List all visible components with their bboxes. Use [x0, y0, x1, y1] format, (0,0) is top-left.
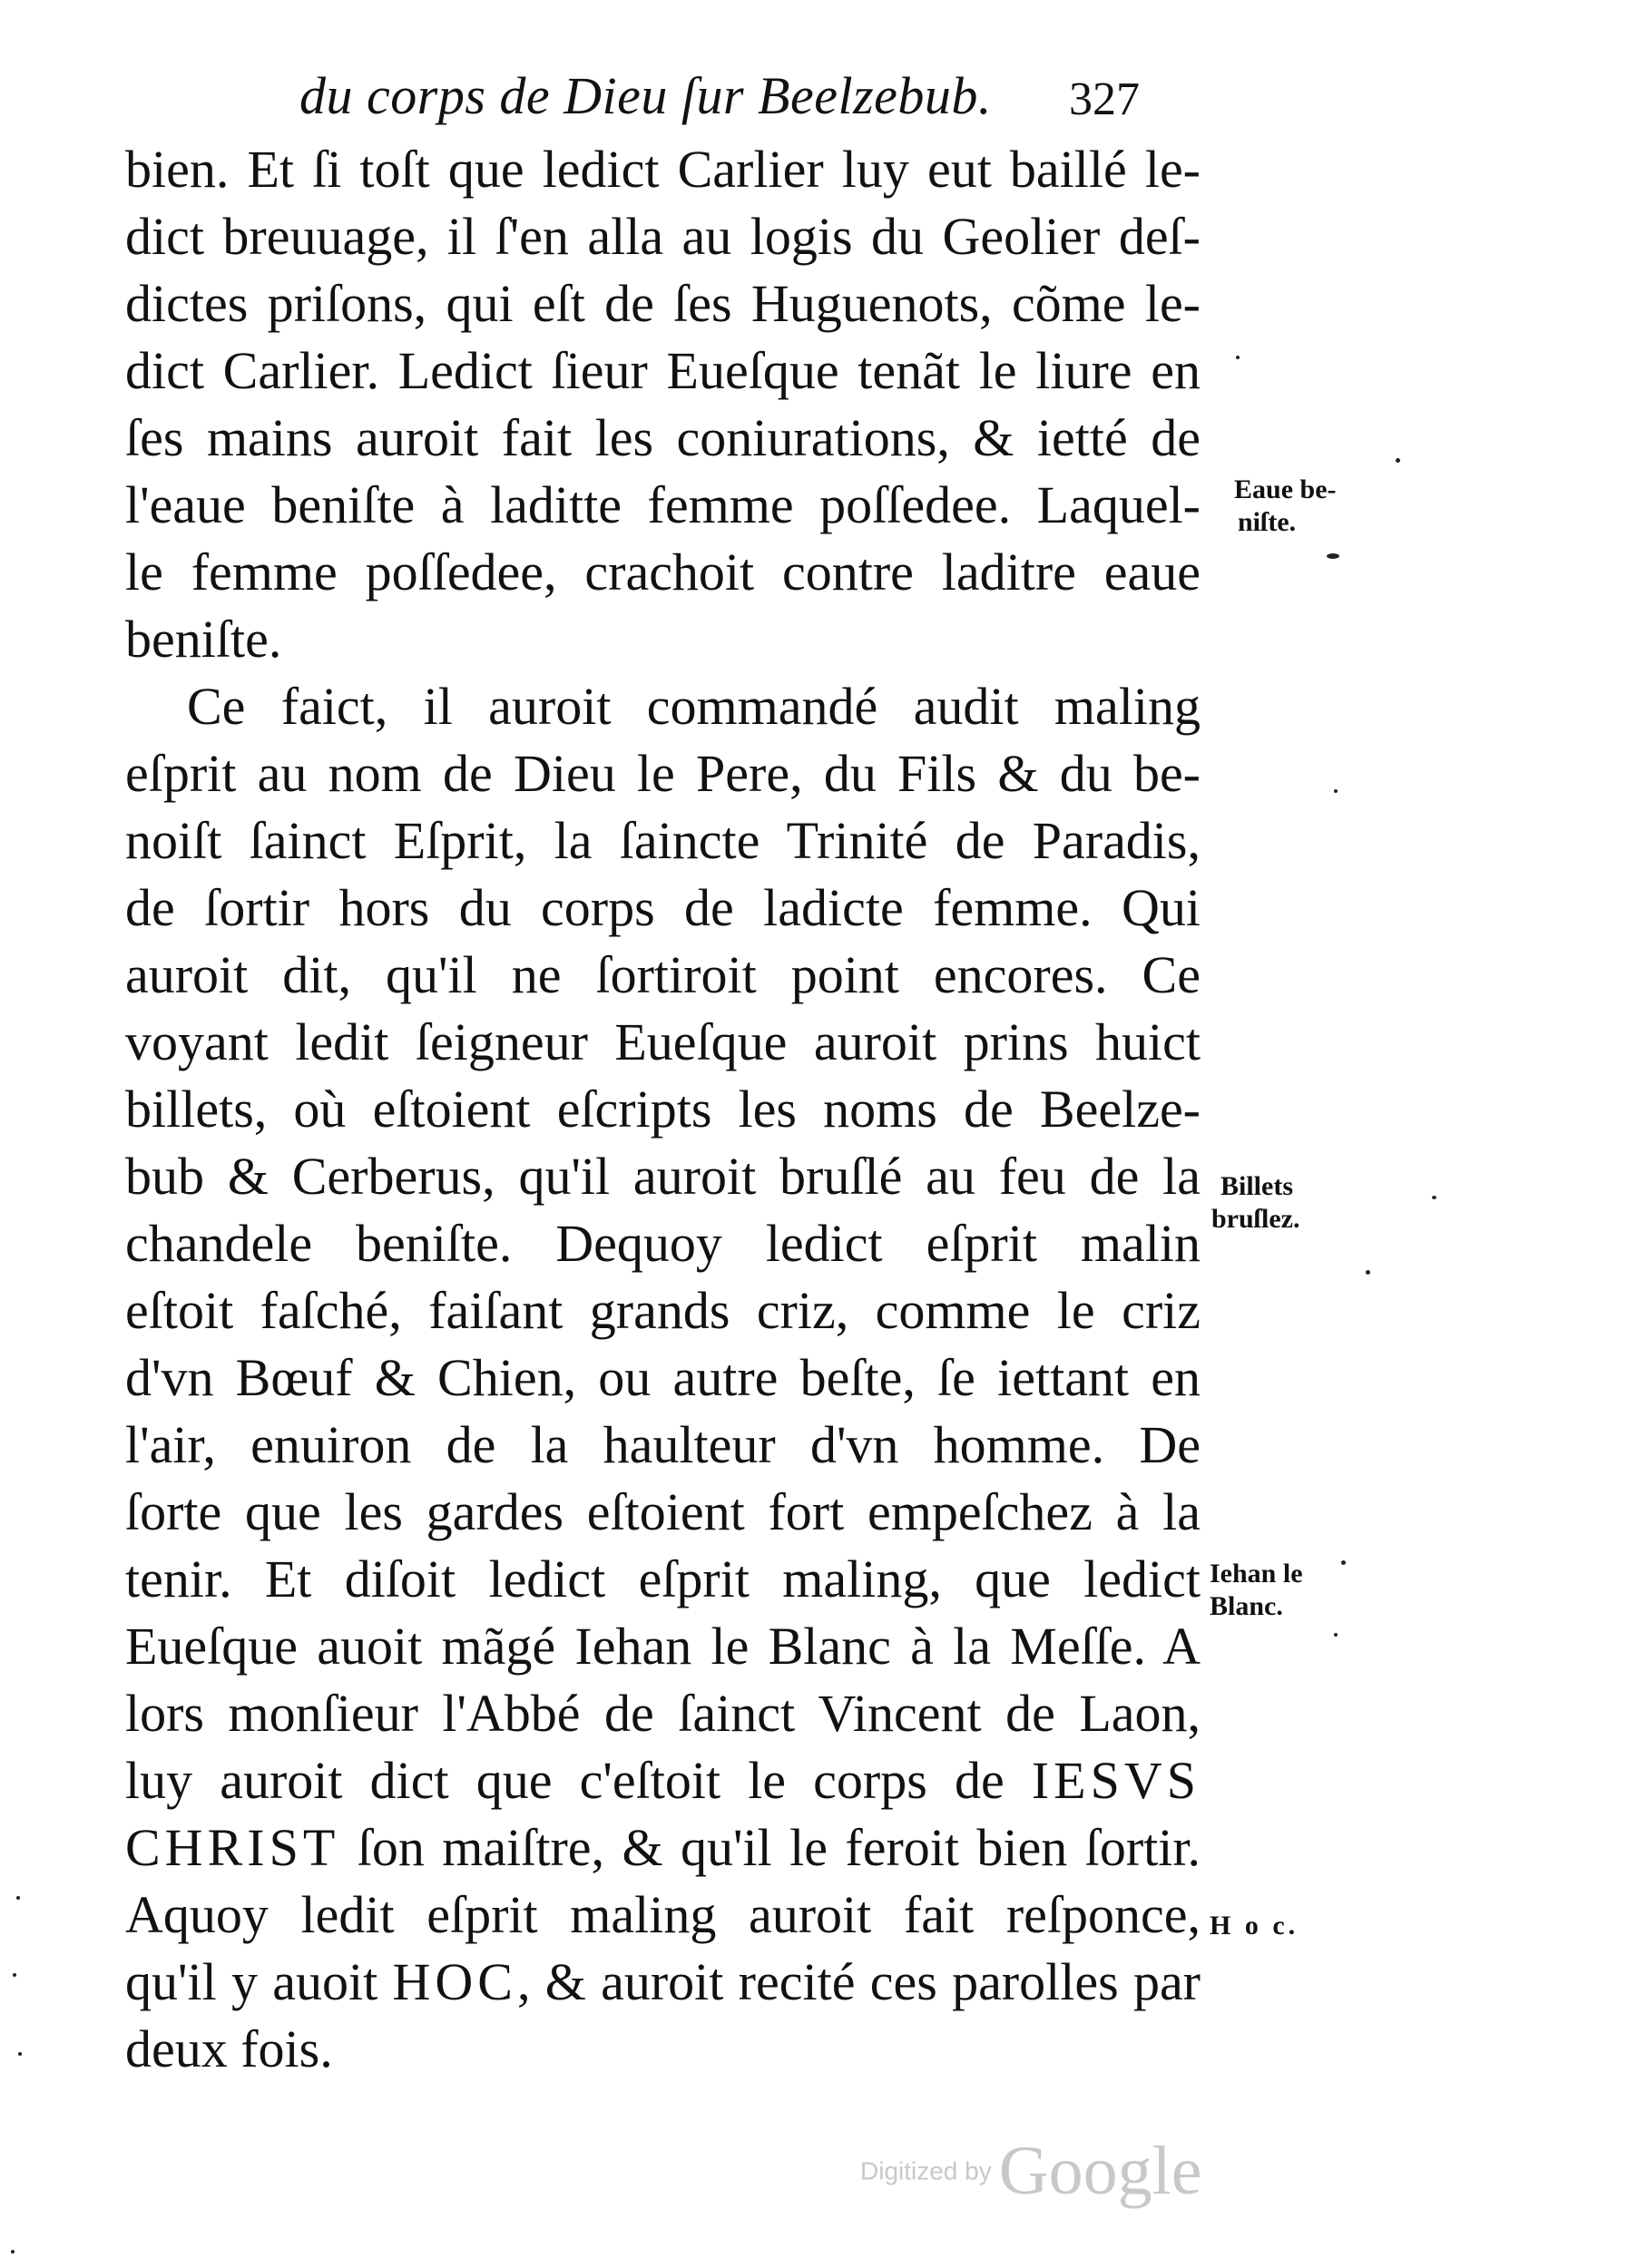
text-line: dictes priſons, qui eſt de ſes Huguenots, cõme le- — [125, 274, 1201, 333]
margin-note-line: Blanc. — [1210, 1591, 1283, 1621]
small-caps-name: CHRIST — [125, 1818, 340, 1877]
text-line: auroit dit, qu'il ne ſortiroit point encores. Ce — [125, 945, 1201, 1004]
text-line: le femme poſſedee, crachoit contre laditre eaue — [125, 543, 1201, 601]
ink-speck — [1327, 553, 1339, 559]
text-line: deux fois. — [125, 2019, 333, 2078]
margin-note-hoc: H o c. — [1210, 1911, 1299, 1941]
text-line: chandele beniſte. Dequoy ledict eſprit malin — [125, 1214, 1201, 1273]
text-line: tenir. Et diſoit ledict eſprit maling, que ledict — [125, 1549, 1201, 1608]
text-fragment: luy auroit dict que c'eſtoit le corps de — [125, 1751, 1005, 1810]
text-line: billets, où eſtoient eſcripts les noms de Beelze- — [125, 1080, 1201, 1139]
ink-speck — [11, 2250, 15, 2253]
text-line: Aquoy ledit eſprit maling auroit fait reſponce, — [125, 1885, 1201, 1944]
margin-note-billets — [1211, 1170, 1300, 1236]
ink-speck — [18, 2052, 22, 2056]
ink-speck — [1334, 789, 1338, 793]
text-line: Eueſque auoit mãgé Iehan le Blanc à la Meſſe. A — [125, 1617, 1201, 1676]
small-caps-name: IESVS — [1031, 1751, 1201, 1810]
margin-note-iehan-le-blanc — [1210, 1558, 1303, 1623]
ink-speck — [1432, 1196, 1436, 1199]
text-line: dict Carlier. Ledict ſieur Eueſque tenãt le liure en — [125, 341, 1201, 400]
ink-speck — [13, 1973, 16, 1977]
text-fragment: qu'il y auoit — [125, 1952, 378, 2011]
google-wordmark: Google — [998, 2133, 1202, 2209]
text-line — [125, 1949, 1201, 2016]
margin-note-line: Eaue be- — [1234, 474, 1337, 504]
text-line: eſtoit faſché, faiſant grands criz, comme le criz — [125, 1281, 1201, 1340]
text-line: ſes mains auroit fait les coniurations, & ietté de — [125, 408, 1201, 467]
ink-speck — [1236, 356, 1240, 359]
text-line: dict breuuage, il ſ'en alla au logis du Geolier deſ- — [125, 207, 1201, 266]
text-line: d'vn Bœuf & Chien, ou autre beſte, ſe iettant en — [125, 1348, 1201, 1407]
margin-note-eaue-beniste — [1234, 474, 1337, 539]
text-line: l'air, enuiron de la haulteur d'vn homme. De — [125, 1415, 1201, 1474]
running-title: du corps de Dieu ſur Beelzebub. — [299, 66, 992, 125]
text-line: voyant ledit ſeigneur Eueſque auroit prins huict — [125, 1012, 1201, 1071]
ink-speck — [1334, 1633, 1338, 1637]
text-line: Ce faict, il auroit commandé audit maling — [187, 677, 1201, 736]
text-fragment: , & auroit recité ces parolles par — [516, 1952, 1201, 2011]
margin-note-line: Billets — [1220, 1171, 1293, 1201]
text-line: ſorte que les gardes eſtoient fort empeſchez à la — [125, 1482, 1201, 1541]
ink-speck — [1366, 1270, 1370, 1275]
text-line: bien. Et ſi toſt que ledict Carlier luy eut baillé le- — [125, 140, 1201, 199]
text-line: eſprit au nom de Dieu le Pere, du Fils & du be- — [125, 744, 1201, 803]
ink-speck — [1341, 1560, 1346, 1565]
text-line — [125, 1814, 1201, 1882]
margin-note-line: bruſlez. — [1211, 1204, 1300, 1234]
digitized-watermark — [860, 2132, 1201, 2211]
body-text — [125, 136, 1201, 2083]
small-caps-word: HOC — [392, 1952, 517, 2011]
ink-speck — [16, 1896, 20, 1900]
digitized-by-text: Digitized by — [860, 2156, 992, 2185]
text-line: noiſt ſainct Eſprit, la ſaincte Trinité de Paradis, — [125, 811, 1201, 870]
text-line: l'eaue beniſte à laditte femme poſſedee. Laquel- — [125, 475, 1201, 534]
text-line: beniſte. — [125, 610, 282, 669]
text-line: de ſortir hors du corps de ladicte femme. Qui — [125, 878, 1201, 937]
text-line: bub & Cerberus, qu'il auroit bruſlé au feu de la — [125, 1147, 1201, 1206]
margin-note-line: niſte. — [1238, 507, 1297, 537]
page-number: 327 — [1069, 73, 1140, 125]
text-fragment: ſon maiſtre, & qu'il le feroit bien ſortir. — [357, 1818, 1201, 1877]
text-line — [125, 1747, 1201, 1814]
text-line: lors monſieur l'Abbé de ſainct Vincent de Laon, — [125, 1684, 1201, 1743]
margin-note-line: Iehan le — [1210, 1559, 1303, 1589]
ink-speck — [1396, 458, 1400, 463]
